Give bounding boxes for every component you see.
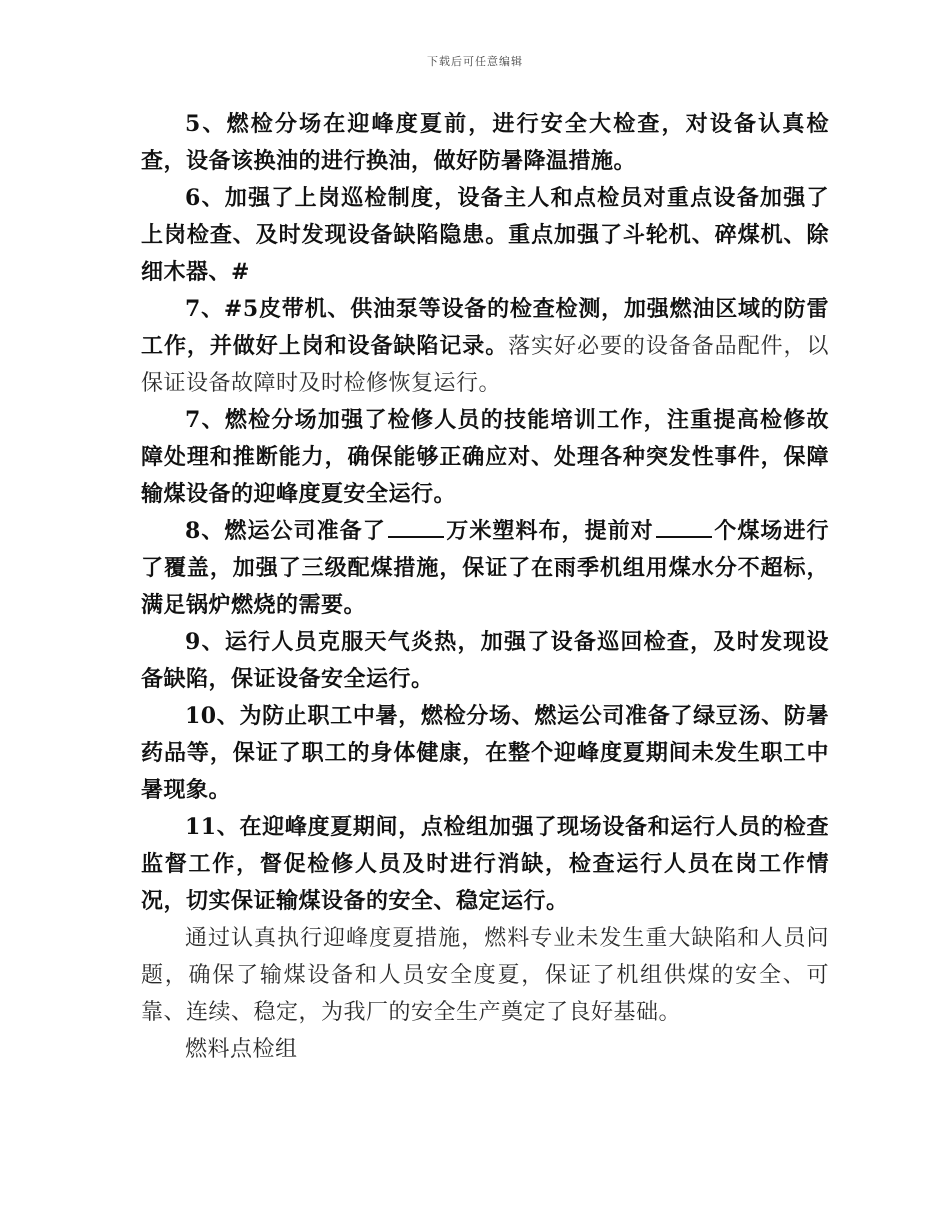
header-note: 下载后可任意编辑 bbox=[427, 55, 523, 68]
paragraph-item-6: 6、加强了上岗巡检制度，设备主人和点检员对重点设备加强了上岗检查、及时发现设备缺陷隐患。重点加强了斗轮机、碎煤机、除细木器、# bbox=[141, 185, 829, 285]
paragraph-item-11: 11、在迎峰度夏期间，点检组加强了现场设备和运行人员的检查监督工作，督促检修人员及时进行消缺，检查运行人员在岗工作情况，切实保证输煤设备的安全、稳定运行。 bbox=[141, 814, 829, 914]
signature-line: 燃料点检组 bbox=[185, 1037, 298, 1062]
paragraph-item-7a-light: 落实好必要的设备备品配件，以保证设备故障时及时检修恢复运行。 bbox=[141, 334, 829, 396]
paragraph-item-7a bbox=[141, 291, 829, 402]
paragraph-item-10: 10、为防止职工中暑，燃检分场、燃运公司准备了绿豆汤、防暑药品等，保证了职工的身体健康，在整个迎峰度夏期间未发生职工中暑现象。 bbox=[141, 703, 829, 803]
paragraph-item-7a-bold: 7、#5皮带机、供油泵等设备的检查检测，加强燃油区域的防雷工作，并做好上岗和设备缺陷记录。 bbox=[141, 296, 829, 359]
paragraph-summary: 通过认真执行迎峰度夏措施，燃料专业未发生重大缺陷和人员问题，确保了输煤设备和人员安全度夏，保证了机组供煤的安全、可靠、连续、稳定，为我厂的安全生产奠定了良好基础。 bbox=[141, 926, 829, 1025]
document-body bbox=[141, 106, 829, 1068]
fill-in-blank bbox=[656, 514, 712, 538]
paragraph-item-8-part2: 万米塑料布，提前对 bbox=[445, 518, 654, 544]
paragraph-item-9: 9、运行人员克服天气炎热，加强了设备巡回检查，及时发现设备缺陷，保证设备安全运行。 bbox=[141, 629, 829, 692]
paragraph-item-5: 5、燃检分场在迎峰度夏前，进行安全大检查，对设备认真检查，设备该换油的进行换油，做好防暑降温措施。 bbox=[141, 111, 829, 174]
paragraph-item-8 bbox=[141, 513, 829, 624]
paragraph-item-8-part1: 8、燃运公司准备了 bbox=[185, 518, 386, 544]
paragraph-item-8-part3: 个煤场进行了覆盖，加强了三级配煤措施，保证了在雨季机组用煤水分不超标，满足锅炉燃烧的需要。 bbox=[141, 518, 829, 618]
fill-in-blank bbox=[388, 514, 444, 538]
paragraph-item-7b: 7、燃检分场加强了检修人员的技能培训工作，注重提高检修故障处理和推断能力，确保能够正确应对、处理各种突发性事件，保障输煤设备的迎峰度夏安全运行。 bbox=[141, 407, 829, 507]
